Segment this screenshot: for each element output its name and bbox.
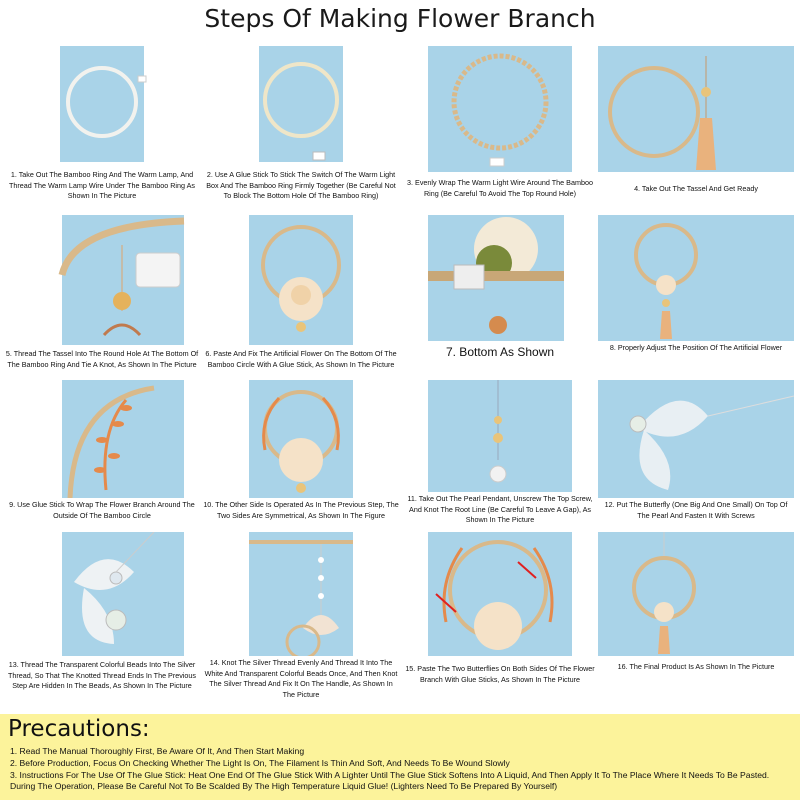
step-caption: 3. Evenly Wrap The Warm Light Wire Around The Bamboo Ring (Be Careful To Avoid The Top Round Hole) <box>407 178 593 198</box>
step-caption: 1. Take Out The Bamboo Ring And The Warm Lamp, And Thread The Warm Lamp Wire Under The Bamboo Ring As Shown In The Picture <box>8 170 196 201</box>
step-caption: 10. The Other Side Is Operated As In The Previous Step, The Two Sides Are Symmetrical, As Shown In The Figure <box>203 500 399 520</box>
step-caption: 16. The Final Product Is As Shown In The Picture <box>617 662 775 671</box>
step-caption: 14. Knot The Silver Thread Evenly And Thread It Into The White And Transparent Colorful Beads Once, And Then Knot The Silver Thread And Fix It On The Handle, As Shown In The Picture <box>204 658 398 699</box>
page-title: Steps Of Making Flower Branch <box>204 4 596 33</box>
step-caption: 13. Thread The Transparent Colorful Beads Into The Silver Thread, So That The Knotted Thread Ends In The Previous Step Are Hidden In The Beads, As Shown In The Picture <box>7 660 197 691</box>
step-caption: 6. Paste And Fix The Artificial Flower On The Bottom Of The Bamboo Circle With A Glue Stick, As Shown In The Picture <box>205 349 397 369</box>
step-caption: 11. Take Out The Pearl Pendant, Unscrew The Top Screw, And Knot The Root Line (Be Careful To Leave A Gap), As Shown In The Picture <box>407 494 593 525</box>
precaution-item: 3. Instructions For The Use Of The Glue Stick: Heat One End Of The Glue Stick With A Lighter Until The Glue Stick Softens Into A Liquid, And Then Apply It To The Place Where It Needs To Be Pasted. During The Operation, Please Be Careful Not To Be Scalded By The High Temperature Liquid Glue! (Lighters Need To Be Prepared By Yourself) <box>10 770 770 792</box>
step-caption: 8. Properly Adjust The Position Of The Artificial Flower <box>609 343 783 352</box>
step-4-photo <box>598 46 794 206</box>
step-caption: 7. Bottom As Shown <box>445 345 555 359</box>
step-caption: 5. Thread The Tassel Into The Round Hole At The Bottom Of The Bamboo Ring And Tie A Knot, As Shown In The Picture <box>5 349 199 369</box>
precaution-item: 2. Before Production, Focus On Checking Whether The Light Is On, The Filament Is Thin And Soft, And Needs To Be Wound Slowly <box>10 758 510 768</box>
step-caption: 12. Put The Butterfly (One Big And One Small) On Top Of The Pearl And Fasten It With Screws <box>604 500 788 520</box>
precaution-item: 1. Read The Manual Thoroughly First, Be Aware Of It, And Then Start Making <box>10 746 305 756</box>
step-caption: 2. Use A Glue Stick To Stick The Switch Of The Warm Light Box And The Bamboo Ring Firmly Together (Be Careful Not To Block The Bottom Hole Of The Bamboo Ring) <box>206 170 396 201</box>
precautions-title: Precautions: <box>8 716 150 742</box>
step-caption: 4. Take Out The Tassel And Get Ready <box>634 184 758 193</box>
step-caption: 15. Paste The Two Butterflies On Both Sides Of The Flower Branch With Glue Sticks, As Shown In The Picture <box>405 664 595 684</box>
step-caption: 9. Use Glue Stick To Wrap The Flower Branch Around The Outside Of The Bamboo Circle <box>9 500 195 520</box>
precautions-panel <box>0 714 800 800</box>
